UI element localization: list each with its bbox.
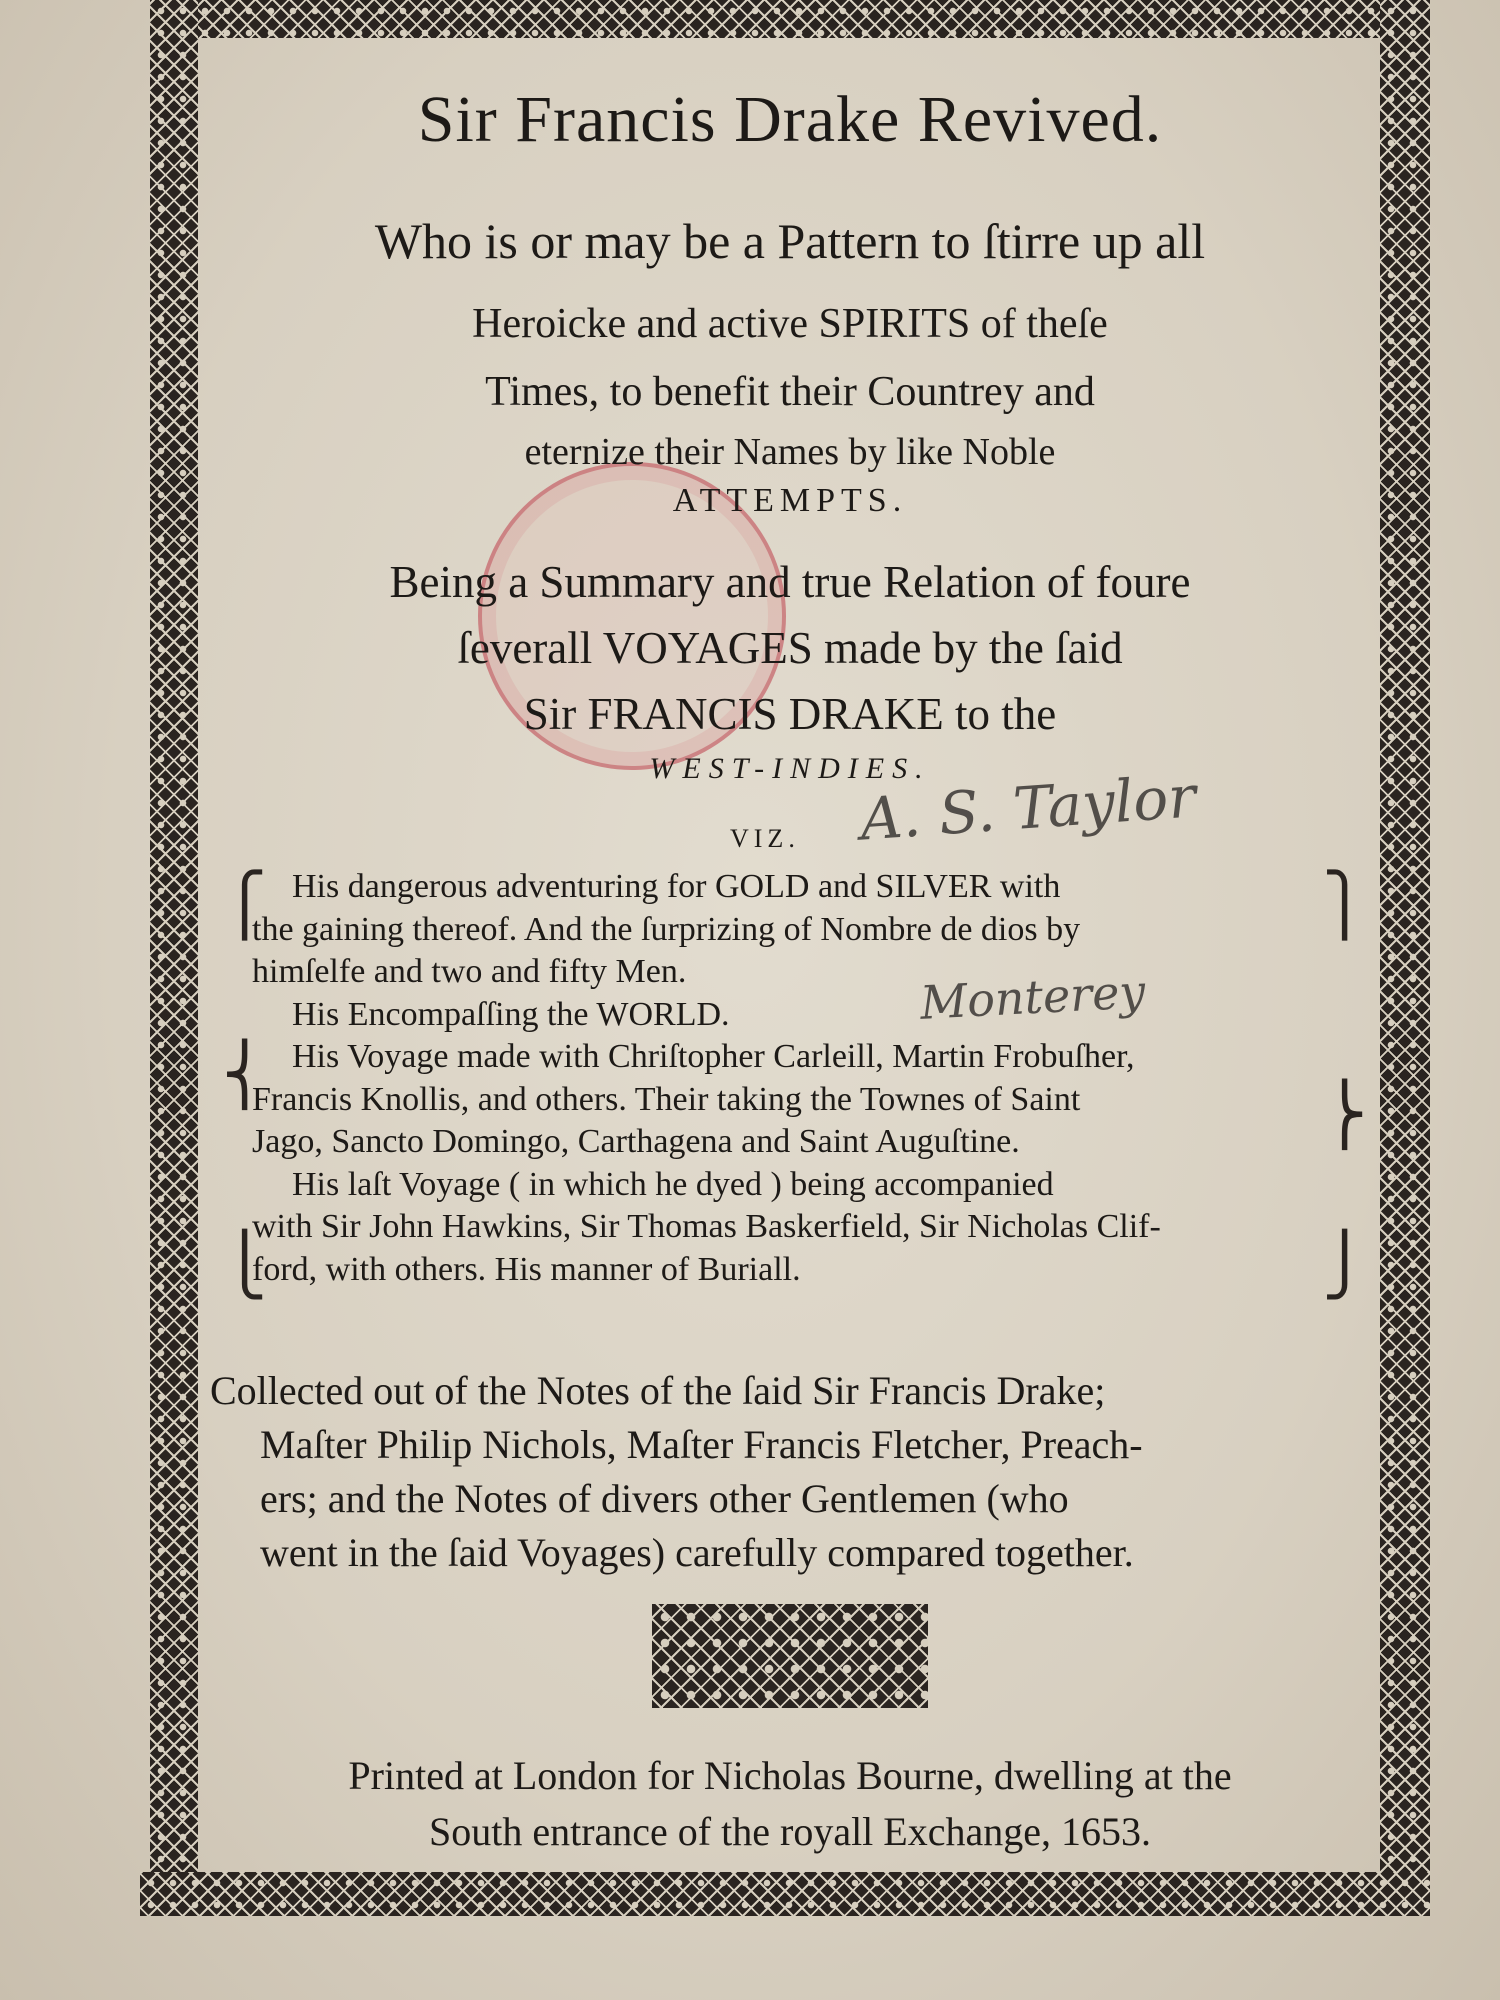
summary-line: ſeverall VOYAGES made by the ſaid [457, 623, 1123, 673]
contents-line: Jago, Sancto Domingo, Carthagena and Saint Auguſtine. [252, 1123, 1020, 1160]
contents-line: himſelfe and two and fifty Men. [252, 953, 687, 990]
right-brace-icon: ⎬ [1322, 1082, 1367, 1148]
subtitle-line: Times, to benefit their Countrey and [485, 369, 1095, 415]
contents-line: Francis Knollis, and others. Their taking the Townes of Saint [252, 1080, 1081, 1118]
collected-line: went in the ſaid Voyages) carefully compared together. [260, 1530, 1134, 1575]
collected-line: ers; and the Notes of divers other Gentlemen (who [260, 1476, 1069, 1521]
collected-line: Maſter Philip Nichols, Maſter Francis Fletcher, Preach- [260, 1422, 1143, 1467]
left-brace-icon: ⎧ [222, 872, 267, 938]
subtitle-line: Heroicke and active SPIRITS of theſe [472, 301, 1108, 347]
handwritten-note: Monterey [918, 964, 1147, 1030]
voyage-contents [252, 866, 1322, 1291]
imprint-line: South entrance of the royall Exchange, 1653. [429, 1809, 1151, 1854]
contents-line: with Sir John Hawkins, Sir Thomas Baskerfield, Sir Nicholas Clif- [252, 1208, 1161, 1245]
left-brace-icon: ⎩ [222, 1232, 267, 1298]
page-title: Sir Francis Drake Revived. [417, 83, 1163, 156]
contents-line: His Encompaſſing the WORLD. [292, 995, 730, 1033]
contents-line: His laſt Voyage ( in which he dyed ) being accompanied [292, 1165, 1054, 1203]
handwritten-signature: A. S. Taylor [858, 762, 1198, 854]
collected-paragraph [210, 1364, 1350, 1580]
ornamental-border-top [150, 0, 1430, 38]
subtitle-line: ATTEMPTS. [672, 482, 908, 519]
ornamental-border-right [1380, 0, 1430, 1916]
right-brace-icon: ⎫ [1322, 872, 1367, 938]
contents-line: ford, with others. His manner of Buriall. [252, 1250, 801, 1288]
subtitle-line: Who is or may be a Pattern to ſtirre up all [374, 213, 1206, 269]
viz-label: VIZ. [730, 824, 800, 853]
collected-line: Collected out of the Notes of the ſaid Sir Francis Drake; [210, 1368, 1106, 1413]
right-brace-icon: ⎭ [1322, 1232, 1367, 1298]
summary-line: Sir FRANCIS DRAKE to the [523, 689, 1057, 739]
subtitle-line: eternize their Names by like Noble [524, 431, 1056, 473]
summary-line: Being a Summary and true Relation of foure [389, 557, 1191, 607]
summary-line: WEST-INDIES. [649, 752, 931, 785]
ornamental-border-bottom [140, 1872, 1430, 1916]
printers-ornament-icon [652, 1604, 928, 1708]
ornamental-border-left [150, 0, 198, 1916]
contents-line: His Voyage made with Chriſtopher Carleill, Martin Frobuſher, [292, 1038, 1135, 1075]
left-brace-icon: ⎨ [222, 1042, 267, 1108]
contents-line: His dangerous adventuring for GOLD and SILVER with [292, 868, 1061, 905]
contents-line: the gaining thereof. And the ſurprizing of Nombre de dios by [252, 910, 1081, 948]
imprint-line: Printed at London for Nicholas Bourne, dwelling at the [348, 1753, 1232, 1798]
